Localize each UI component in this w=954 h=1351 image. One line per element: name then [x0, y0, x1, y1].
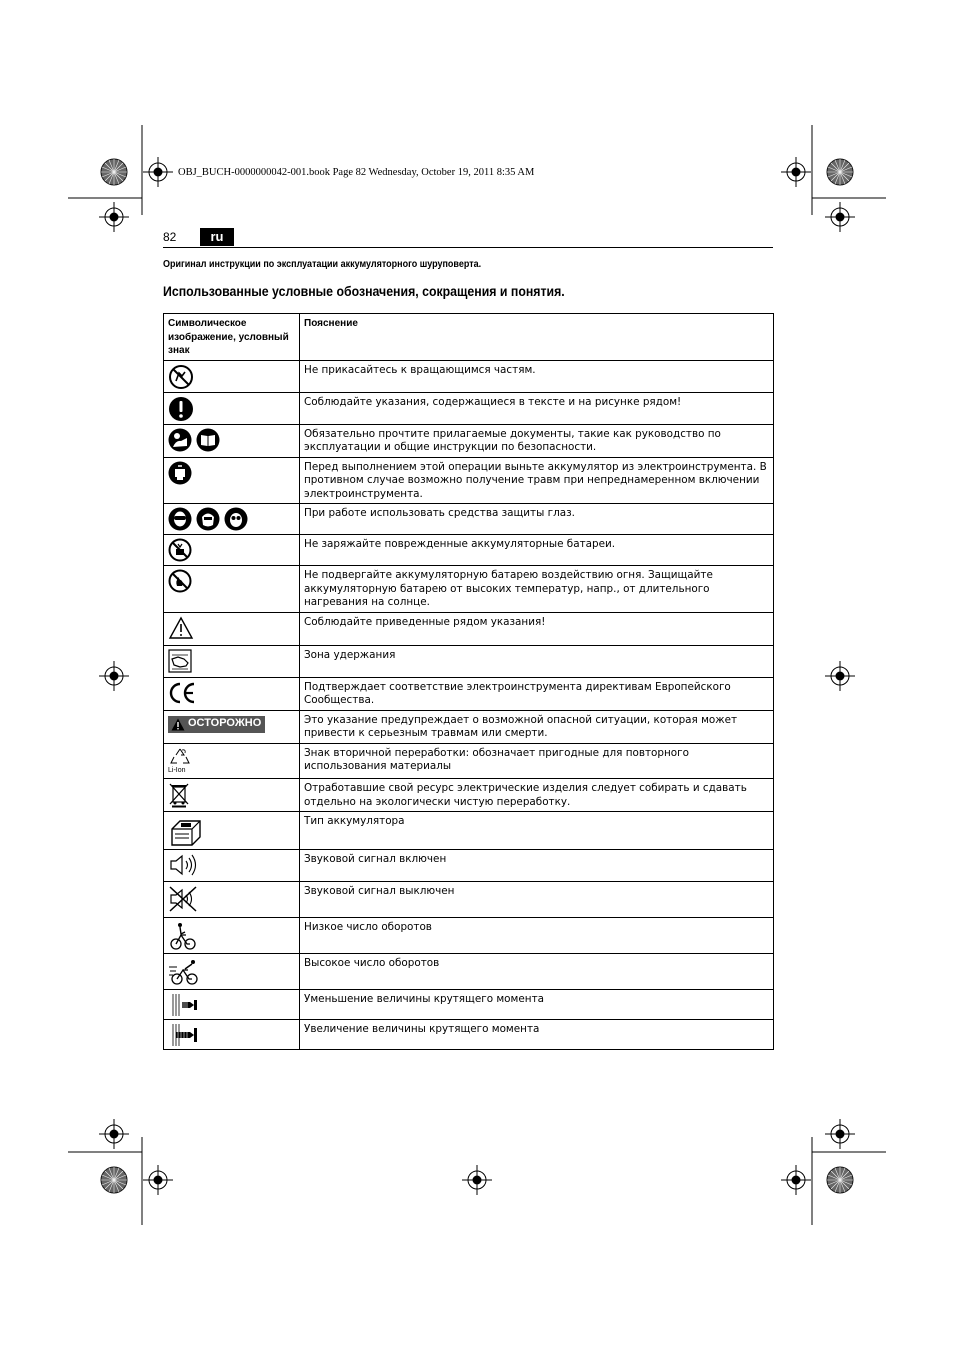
table-row: [164, 850, 774, 882]
row-text: Уменьшение величины крутящего момента: [300, 990, 774, 1020]
document-subtitle: Оригинал инструкции по эксплуатации аккумуляторного шуруповерта.: [163, 259, 482, 270]
table-row: [164, 392, 774, 424]
no-charge-damaged-battery-icon: [168, 538, 295, 562]
row-text: Звуковой сигнал выключен: [300, 882, 774, 918]
safety-goggles-icon: [168, 507, 192, 531]
exclamation-icon: [168, 396, 295, 422]
warning-triangle-icon: [171, 718, 185, 731]
table-row: [164, 566, 774, 613]
page-number: 82: [163, 230, 177, 244]
row-text: Зона удержания: [300, 645, 774, 677]
table-row: [164, 743, 774, 779]
table-row: [164, 535, 774, 566]
no-touch-rotating-icon: [168, 364, 295, 390]
no-fire-battery-icon: [168, 569, 295, 593]
table-row: [164, 612, 774, 645]
language-badge: ru: [200, 228, 234, 246]
remove-battery-icon: [168, 461, 295, 485]
header-rule: [163, 247, 773, 248]
table-row: [164, 882, 774, 918]
table-row: [164, 645, 774, 677]
table-row: [164, 1020, 774, 1050]
face-shield-icon: [196, 507, 220, 531]
row-text: Высокое число оборотов: [300, 954, 774, 990]
table-row: [164, 677, 774, 710]
row-text: Знак вторичной переработки: обозначает пригодные для повторного использования материалы: [300, 743, 774, 779]
table-row: [164, 710, 774, 743]
book-info-line: OBJ_BUCH-0000000042-001.book Page 82 Wednesday, October 19, 2011 8:35 AM: [178, 167, 535, 178]
table-row: [164, 457, 774, 504]
read-manual-person-icon: [168, 428, 192, 452]
row-text: Тип аккумулятора: [300, 812, 774, 850]
recycling-li-ion-icon: [168, 747, 192, 775]
row-text: Это указание предупреждает о возможной опасной ситуации, которая может привести к серьезным травмам или смерти.: [300, 710, 774, 743]
row-text: Отработавшие свой ресурс электрические изделия следует собирать и сдавать отдельно на экологически чистую переработку.: [300, 779, 774, 812]
row-text: При работе использовать средства защиты глаз.: [300, 504, 774, 535]
table-row: [164, 954, 774, 990]
low-speed-icon: [168, 921, 295, 951]
table-row: [164, 779, 774, 812]
caution-badge-label: ОСТОРОЖНО: [188, 717, 262, 730]
grip-zone-icon: [168, 649, 295, 673]
row-text: Увеличение величины крутящего момента: [300, 1020, 774, 1050]
table-row: [164, 812, 774, 850]
torque-increase-icon: [168, 1023, 295, 1047]
warning-triangle-icon: [168, 616, 295, 640]
row-text: Соблюдайте приведенные рядом указания!: [300, 612, 774, 645]
battery-type-icon: [168, 815, 295, 847]
table-row: [164, 424, 774, 457]
caution-badge: [168, 716, 265, 733]
row-text: Не заряжайте поврежденные аккумуляторные батареи.: [300, 535, 774, 566]
column-header-symbol: Символическое изображение, условный знак: [164, 314, 300, 361]
column-header-explanation: Пояснение: [300, 314, 774, 361]
symbols-table: [163, 313, 774, 1050]
row-text: Перед выполнением этой операции выньте аккумулятор из электроинструмента. В противном случае возможно получение травм при непреднамеренном включении электроинструмента.: [300, 457, 774, 504]
safety-glasses-icon: [224, 507, 248, 531]
table-header-row: [164, 314, 774, 361]
weee-bin-icon: [168, 782, 295, 808]
book-manual-icon: [196, 428, 220, 452]
row-text: Низкое число оборотов: [300, 918, 774, 954]
sound-off-icon: [168, 885, 295, 913]
row-text: Соблюдайте указания, содержащиеся в тексте и на рисунке рядом!: [300, 392, 774, 424]
section-heading: Использованные условные обозначения, сокращения и понятия.: [163, 283, 565, 299]
table-row: [164, 504, 774, 535]
table-row: [164, 990, 774, 1020]
table-row: [164, 918, 774, 954]
row-text: Обязательно прочтите прилагаемые документы, такие как руководство по эксплуатации и общие инструкции по безопасности.: [300, 424, 774, 457]
ce-mark-icon: [168, 681, 295, 705]
row-text: Не прикасайтесь к вращающимся частям.: [300, 360, 774, 392]
row-text: Звуковой сигнал включен: [300, 850, 774, 882]
sound-on-icon: [168, 853, 295, 877]
row-text: Не подвергайте аккумуляторную батарею воздействию огня. Защищайте аккумуляторную батарею от высоких температур, напр., от длительного нагревания на солнце.: [300, 566, 774, 613]
torque-decrease-icon: [168, 993, 295, 1017]
high-speed-icon: [168, 957, 295, 987]
row-text: Подтверждает соответствие электроинструмента директивам Европейского Сообщества.: [300, 677, 774, 710]
li-ion-label: Li-Ion: [168, 766, 186, 774]
table-row: [164, 360, 774, 392]
